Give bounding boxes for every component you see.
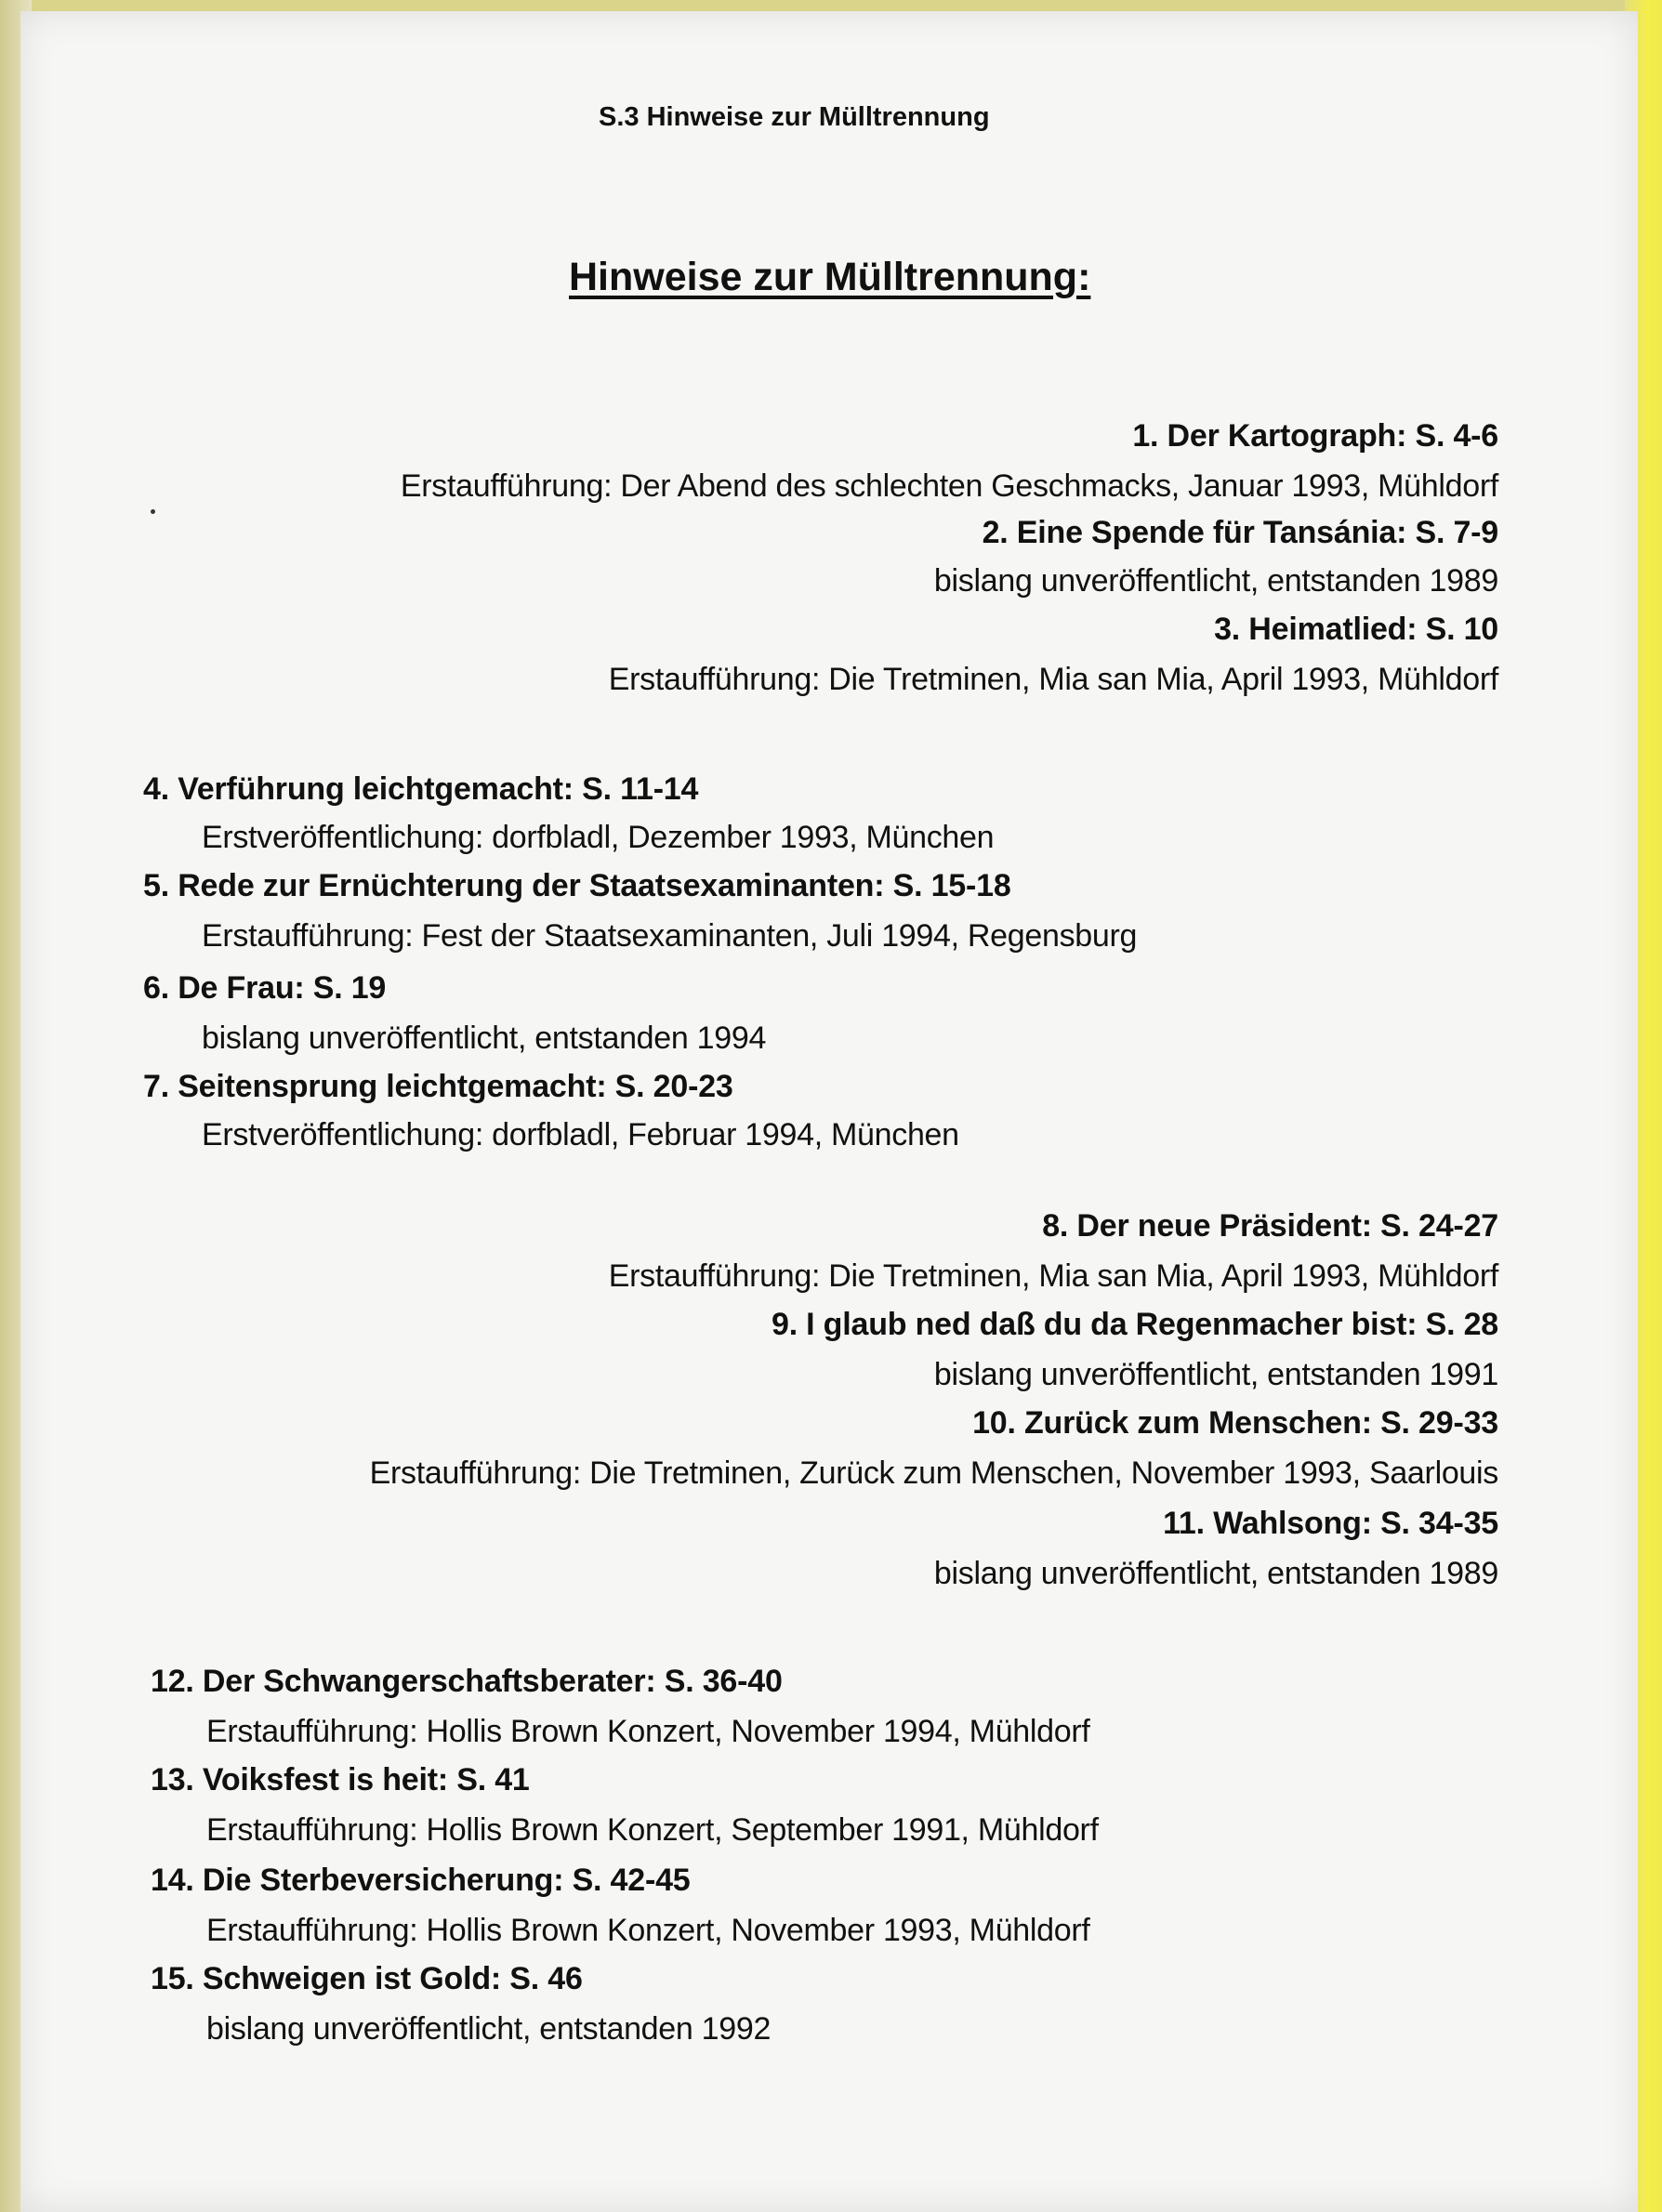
entry-title: 4. Verführung leichtgemacht: S. 11-14 bbox=[143, 771, 699, 807]
page-header: S.3 Hinweise zur Mülltrennung bbox=[599, 102, 990, 132]
page-title: Hinweise zur Mülltrennung: bbox=[569, 255, 1091, 299]
entry-title: 7. Seitensprung leichtgemacht: S. 20-23 bbox=[143, 1069, 733, 1104]
entry-title: 3. Heimatlied: S. 10 bbox=[1214, 612, 1498, 647]
entry-info: bislang unveröffentlicht, entstanden 1992 bbox=[206, 2011, 772, 2047]
entry-info: bislang unveröffentlicht, entstanden 1994 bbox=[202, 1020, 767, 1056]
entry-info: bislang unveröffentlicht, entstanden 1989 bbox=[933, 1556, 1498, 1591]
entry-title: 13. Voiksfest is heit: S. 41 bbox=[151, 1762, 530, 1797]
entry-title: 9. I glaub ned daß du da Regenmacher bist: S. 28 bbox=[771, 1307, 1498, 1342]
entry-info: bislang unveröffentlicht, entstanden 1991 bbox=[933, 1357, 1498, 1392]
entry-info: Erstaufführung: Hollis Brown Konzert, September 1991, Mühldorf bbox=[206, 1812, 1099, 1848]
entry-info: Erstaufführung: Hollis Brown Konzert, November 1993, Mühldorf bbox=[206, 1913, 1090, 1948]
entry-info: Erstveröffentlichung: dorfbladl, Februar 1994, München bbox=[202, 1117, 959, 1152]
entry-info: Erstaufführung: Der Abend des schlechten Geschmacks, Januar 1993, Mühldorf bbox=[400, 468, 1498, 504]
entry-info: Erstaufführung: Hollis Brown Konzert, November 1994, Mühldorf bbox=[206, 1714, 1090, 1749]
entry-list bbox=[20, 11, 1638, 2212]
entry-info: Erstaufführung: Die Tretminen, Mia san Mia, April 1993, Mühldorf bbox=[608, 1258, 1498, 1294]
entry-title: 11. Wahlsong: S. 34-35 bbox=[1163, 1506, 1498, 1541]
entry-title: 12. Der Schwangerschaftsberater: S. 36-40 bbox=[151, 1664, 783, 1699]
entry-title: 5. Rede zur Ernüchterung der Staatsexaminanten: S. 15-18 bbox=[143, 868, 1011, 903]
entry-title: 8. Der neue Präsident: S. 24-27 bbox=[1042, 1208, 1498, 1244]
entry-info: Erstaufführung: Die Tretminen, Zurück zum Menschen, November 1993, Saarlouis bbox=[369, 1455, 1498, 1491]
entry-info: Erstaufführung: Fest der Staatsexaminanten, Juli 1994, Regensburg bbox=[202, 918, 1138, 954]
entry-title: 15. Schweigen ist Gold: S. 46 bbox=[151, 1961, 583, 1996]
entry-title: 2. Eine Spende für Tansánia: S. 7-9 bbox=[982, 515, 1498, 550]
entry-title: 1. Der Kartograph: S. 4-6 bbox=[1132, 418, 1498, 454]
entry-info: bislang unveröffentlicht, entstanden 1989 bbox=[933, 563, 1498, 599]
entry-info: Erstveröffentlichung: dorfbladl, Dezember 1993, München bbox=[202, 820, 995, 855]
entry-info: Erstaufführung: Die Tretminen, Mia san Mia, April 1993, Mühldorf bbox=[608, 662, 1498, 697]
document-page bbox=[20, 11, 1638, 2212]
entry-title: 14. Die Sterbeversicherung: S. 42-45 bbox=[151, 1863, 691, 1898]
entry-title: 10. Zurück zum Menschen: S. 29-33 bbox=[972, 1405, 1498, 1441]
entry-title: 6. De Frau: S. 19 bbox=[143, 970, 387, 1006]
